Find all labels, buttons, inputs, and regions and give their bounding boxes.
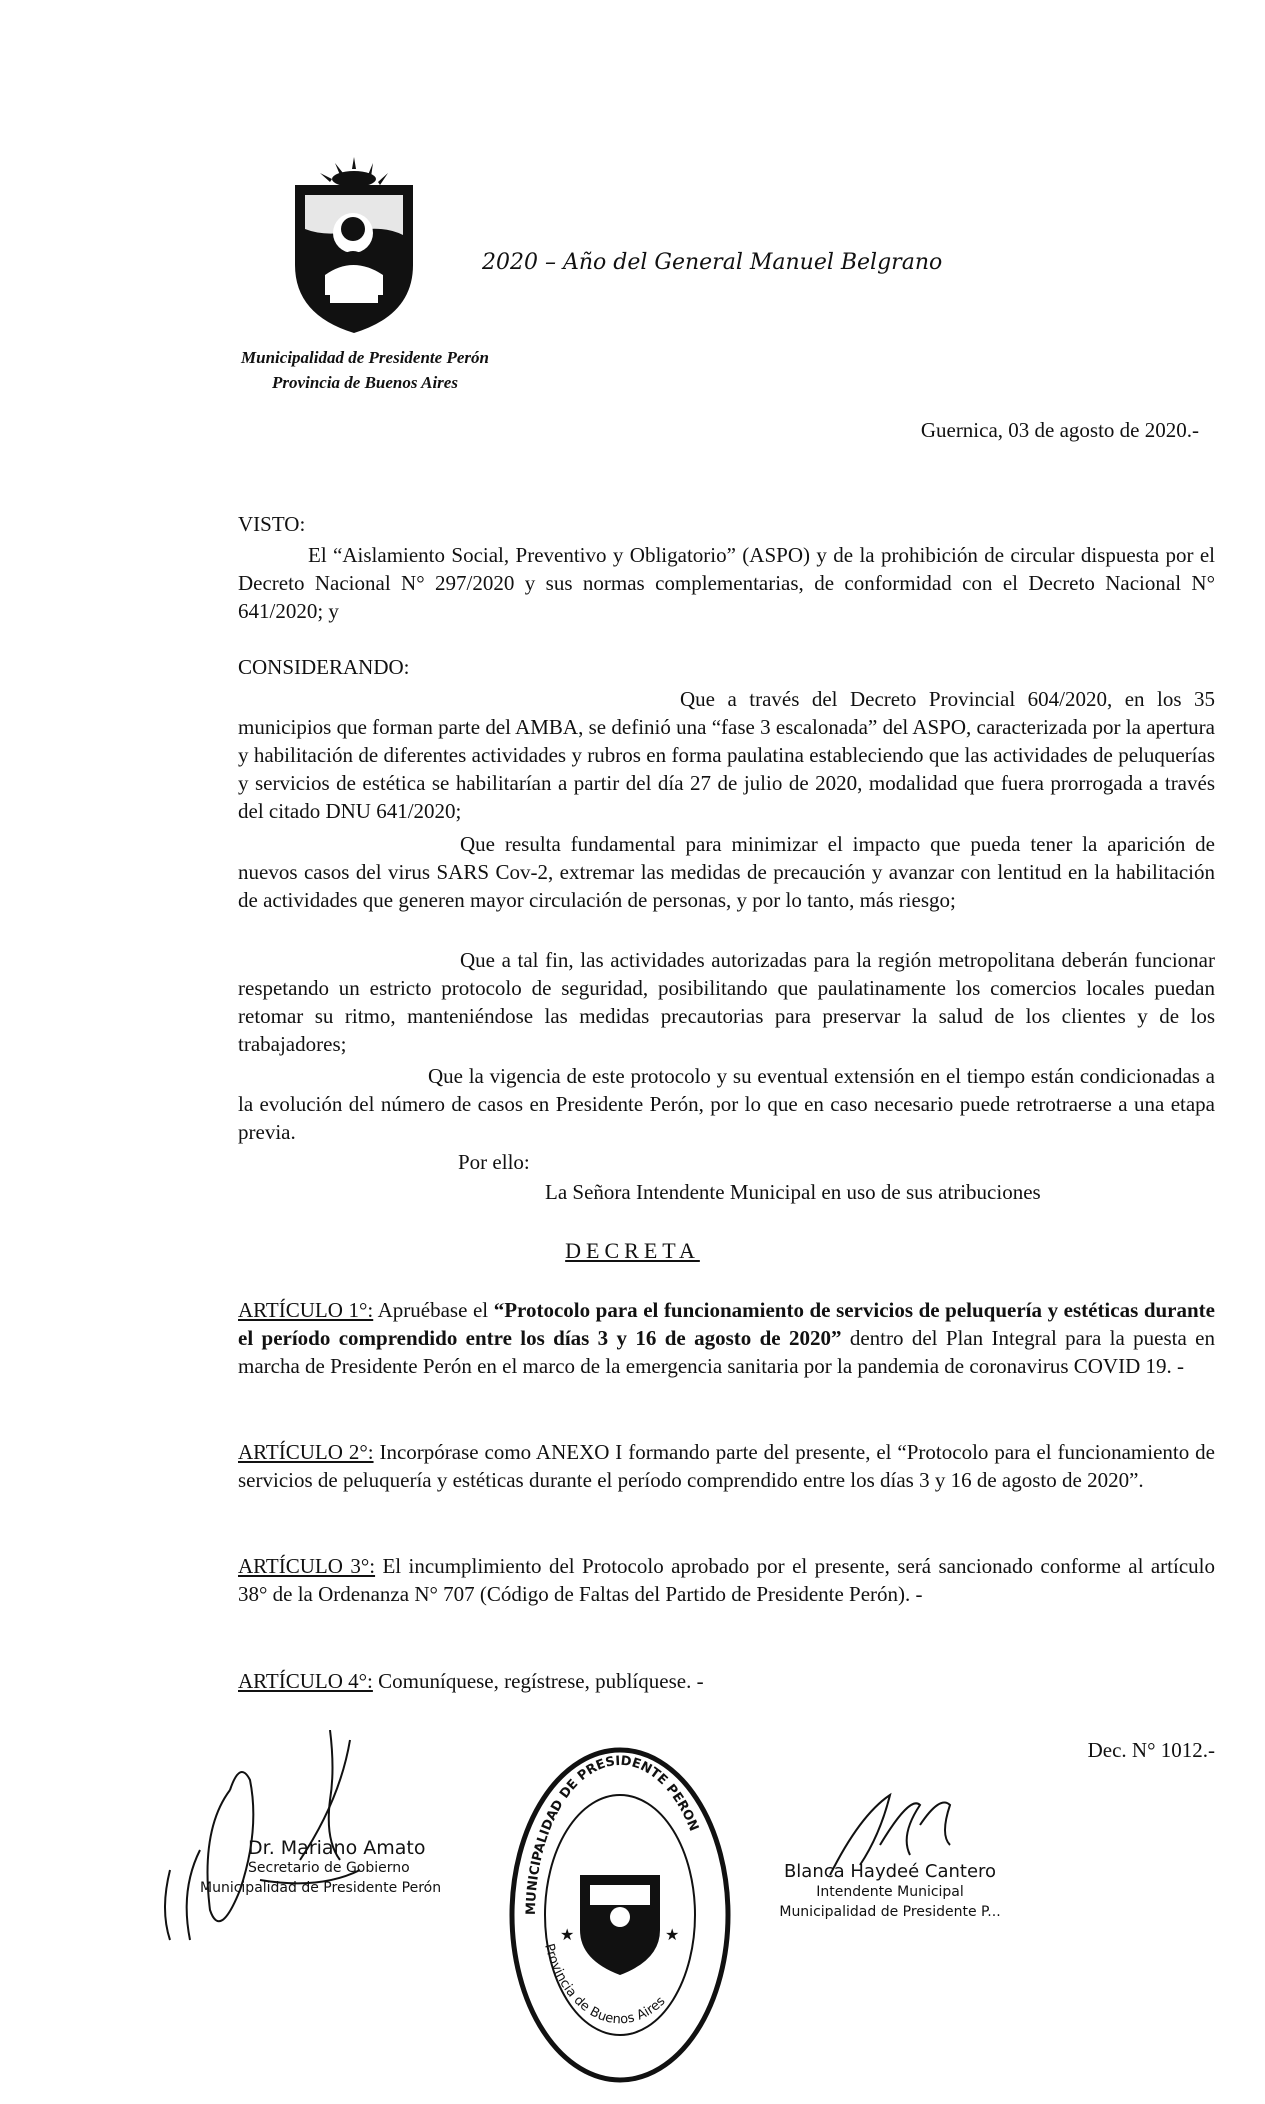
seal-lettering	[505, 1745, 735, 2085]
visto-heading: VISTO:	[238, 512, 306, 536]
svg-text:★: ★	[560, 1927, 575, 1944]
signature-right-name: Blanca Haydeé Cantero	[783, 1861, 997, 1882]
article-4-label: ARTÍCULO 4°:	[238, 1669, 373, 1693]
protocol-title: “Protocolo para el funcionamiento de servicios de peluquería y estéticas durante el período comprendido entre los días 3 y 16 de agosto de 2020”	[238, 1298, 1215, 1350]
svg-text:★: ★	[665, 1927, 680, 1944]
year-motto: 2020 – Año del General Manuel Belgrano	[482, 250, 943, 275]
article-1-label: ARTÍCULO 1°:	[238, 1298, 374, 1322]
municipal-seal	[505, 1745, 735, 2085]
considerando-paragraph-4: Que la vigencia de este protocolo y su eventual extensión en el tiempo están condicionadas a la evolución del número de casos en Presidente Perón, por lo que en caso necesario puede retrotraerse a una etapa previa.	[238, 1064, 1215, 1144]
atribuciones-line: La Señora Intendente Municipal en uso de sus atribuciones	[545, 1180, 1041, 1204]
signature-right-block	[760, 1862, 1020, 1922]
svg-text:MUNICIPALIDAD DE PRESIDENTE PE	[524, 1754, 701, 1915]
signature-left-name: Dr. Mariano Amato	[248, 1837, 426, 1859]
municipality-heading	[205, 345, 525, 395]
considerando-paragraph-1: Que a través del Decreto Provincial 604/2020, en los 35 municipios que forman parte del AMBA, se definió una “fase 3 escalonada” del ASPO, caracterizada por la apertura y habilitación de diferentes actividades y rubros en forma paulatina estableciendo que las actividades de peluquerías y servicios de estética se habilitarían a partir del día 27 de julio de 2020, modalidad que fuera prorrogada a través del citado DNU 641/2020;	[238, 687, 1215, 823]
municipal-coat-of-arms-logo	[275, 155, 433, 335]
seal-top-text: MUNICIPALIDAD DE PRESIDENTE PERON	[523, 1753, 702, 1916]
article-3: ARTÍCULO 3°: El incumplimiento del Protocolo aprobado por el presente, será sancionado conforme al artículo 38° de la Ordenanza N° 707 (Código de Faltas del Partido de Presidente Perón). -	[238, 1554, 1215, 1606]
considerando-paragraph-3: Que a tal fin, las actividades autorizadas para la región metropolitana deberán funcionar respetando un estricto protocolo de seguridad, posibilitando que paulatinamente los comercios locales puedan retomar su ritmo, manteniéndose las medidas precautorias para preservar la salud de los clientes y de los trabajadores;	[238, 948, 1215, 1056]
signature-right-role: Intendente Municipal	[816, 1884, 964, 1900]
signature-right-org: Municipalidad de Presidente P...	[779, 1904, 1001, 1920]
decree-number: Dec. N° 1012.-	[1087, 1738, 1215, 1762]
signature-left-org: Municipalidad de Presidente Perón	[200, 1880, 442, 1896]
seal-bottom-text: Provincia de Buenos Aires	[541, 1942, 669, 2028]
article-3-label: ARTÍCULO 3°:	[238, 1554, 376, 1578]
article-1: ARTÍCULO 1°: Apruébase el “Protocolo para el funcionamiento de servicios de peluquería y estéticas durante el período comprendido entre los días 3 y 16 de agosto de 2020” dentro del Plan Integral para la puesta en marcha de Presidente Perón en el marco de la emergencia sanitaria por la pandemia de coronavirus COVID 19. -	[238, 1298, 1215, 1378]
visto-text: El “Aislamiento Social, Preventivo y Obligatorio” (ASPO) y de la prohibición de circular dispuesta por el Decreto Nacional N° 297/2020 y sus normas complementarias, de conformidad con el Decreto Nacional N° 641/2020; y	[238, 543, 1215, 623]
svg-text:Provincia de Buenos Aires	[541, 1942, 669, 2027]
article-2-label: ARTÍCULO 2°:	[238, 1440, 374, 1464]
considerando-paragraph-2: Que resulta fundamental para minimizar el impacto que pueda tener la aparición de nuevos casos del virus SARS Cov-2, extremar las medidas de precaución y avanzar con lentitud en la habilitación de actividades que generen mayor circulación de personas, y por lo tanto, más riesgo;	[238, 832, 1215, 912]
por-ello: Por ello:	[458, 1150, 530, 1174]
date-line: Guernica, 03 de agosto de 2020.-	[920, 418, 1199, 442]
signature-left-block	[200, 1837, 442, 1898]
province-name: Provincia de Buenos Aires	[272, 373, 458, 392]
signature-left-role: Secretario de Gobierno	[248, 1860, 410, 1876]
decreta-heading: DECRETA	[565, 1238, 700, 1263]
considerando-heading: CONSIDERANDO:	[238, 655, 410, 679]
municipality-name: Municipalidad de Presidente Perón	[241, 348, 489, 367]
article-4: ARTÍCULO 4°: Comuníquese, regístrese, publíquese. -	[238, 1669, 704, 1693]
article-2: ARTÍCULO 2°: Incorpórase como ANEXO I formando parte del presente, el “Protocolo para el funcionamiento de servicios de peluquería y estéticas durante el período comprendido entre los días 3 y 16 de agosto de 2020”.	[238, 1440, 1215, 1492]
